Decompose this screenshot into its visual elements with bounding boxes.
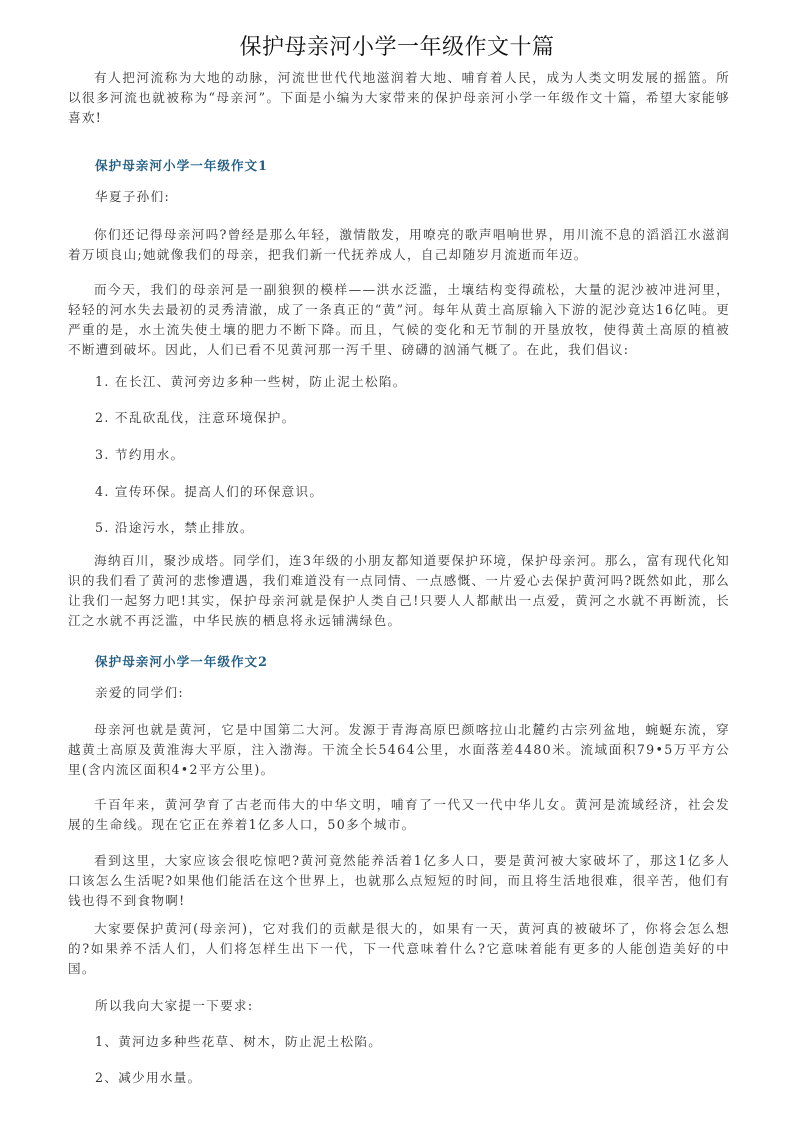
essay-2-paragraph: 大家要保护黄河(母亲河)，它对我们的贡献是很大的，如果有一天，黄河真的被破坏了，你将会怎么想的?如果养不活人们，人们将怎样生出下一代，下一代意味着什么?它意味着能有更多的人能创造美好的中国。: [68, 921, 730, 976]
essay-1-paragraph: 你们还记得母亲河吗?曾经是那么年轻，激情散发，用嘹亮的歌声唱响世界，用川流不息的滔滔江水滋润着万顷良山;她就像我们的母亲，把我们新一代抚养成人，自己却随岁月流逝而年迈。: [68, 227, 730, 262]
essay-1-paragraph: 而今天，我们的母亲河是一副狼狈的模样——洪水泛滥，土壤结构变得疏松，大量的泥沙被冲进河里，轻轻的河水失去最初的灵秀清澈，成了一条真正的“黄”河。每年从黄土高原输入下游的泥沙竟达16亿吨。更严重的是，水土流失使土壤的肥力不断下降。而且，气候的变化和无节制的开垦放牧，使得黄土高原的植被不断遭到破坏。因此，人们已看不见黄河那一泻千里、磅礴的汹涌气概了。在此，我们倡议:: [68, 282, 730, 357]
essay-2-heading: 保护母亲河小学一年级作文2: [95, 654, 268, 669]
essay-2-paragraph: 千百年来，黄河孕育了古老而伟大的中华文明，哺育了一代又一代中华儿女。黄河是流域经济，社会发展的生命线。现在它正在养着1亿多人口，50多个城市。: [68, 797, 730, 832]
essay-2-greeting: 亲爱的同学们:: [95, 685, 184, 700]
essay-1-list-item: 5. 沿途污水，禁止排放。: [95, 520, 254, 535]
essay-2-paragraph: 所以我向大家提一下要求:: [95, 998, 254, 1013]
essay-1-greeting: 华夏子孙们:: [95, 189, 171, 204]
essay-1-list-item: 4. 宣传环保。提高人们的环保意识。: [95, 484, 324, 499]
essay-2-paragraph: 看到这里，大家应该会很吃惊吧?黄河竟然能养活着1亿多人口，要是黄河被大家破坏了，那这1亿多人口该怎么生活呢?如果他们能活在这个世界上，也就那么点短短的时间，而且将生活地很难，很辛苦，他们有钱也得不到食物啊!: [68, 853, 730, 908]
essay-1-heading: 保护母亲河小学一年级作文1: [95, 158, 268, 173]
intro-paragraph: 有人把河流称为大地的动脉，河流世世代代地滋润着大地、哺育着人民，成为人类文明发展的摇篮。所以很多河流也就被称为“母亲河”。下面是小编为大家带来的保护母亲河小学一年级作文十篇，希望大家能够喜欢!: [68, 70, 730, 125]
essay-2-list-item: 2、减少用水量。: [95, 1070, 202, 1085]
essay-2-paragraph: 母亲河也就是黄河，它是中国第二大河。发源于青海高原巴颜喀拉山北麓约古宗列盆地，蜿蜒东流，穿越黄土高原及黄淮海大平原，注入渤海。干流全长5464公里，水面落差4480米。流域面积79•5万平方公里(含内流区面积4•2平方公里)。: [68, 722, 730, 777]
essay-1-list-item: 3. 节约用水。: [95, 447, 185, 462]
essay-2-list-item: 1、黄河边多种些花草、树木，防止泥土松陷。: [95, 1034, 383, 1049]
essay-1-list-item: 1. 在长江、黄河旁边多种一些树，防止泥土松陷。: [95, 374, 407, 389]
page-title: 保护母亲河小学一年级作文十篇: [239, 35, 555, 60]
essay-1-list-item: 2. 不乱砍乱伐，注意环境保护。: [95, 410, 296, 425]
essay-1-closing: 海纳百川，聚沙成塔。同学们，连3年级的小朋友都知道要保护环境，保护母亲河。那么，富有现代化知识的我们看了黄河的悲惨遭遇，我们难道没有一点同情、一点感慨、一片爱心去保护黄河吗?既然如此，那么让我们一起努力吧!其实，保护母亲河就是保护人类自己!只要人人都献出一点爱，黄河之水就不再断流，长江之水就不再泛滥，中华民族的栖息将永远铺满绿色。: [68, 553, 730, 628]
